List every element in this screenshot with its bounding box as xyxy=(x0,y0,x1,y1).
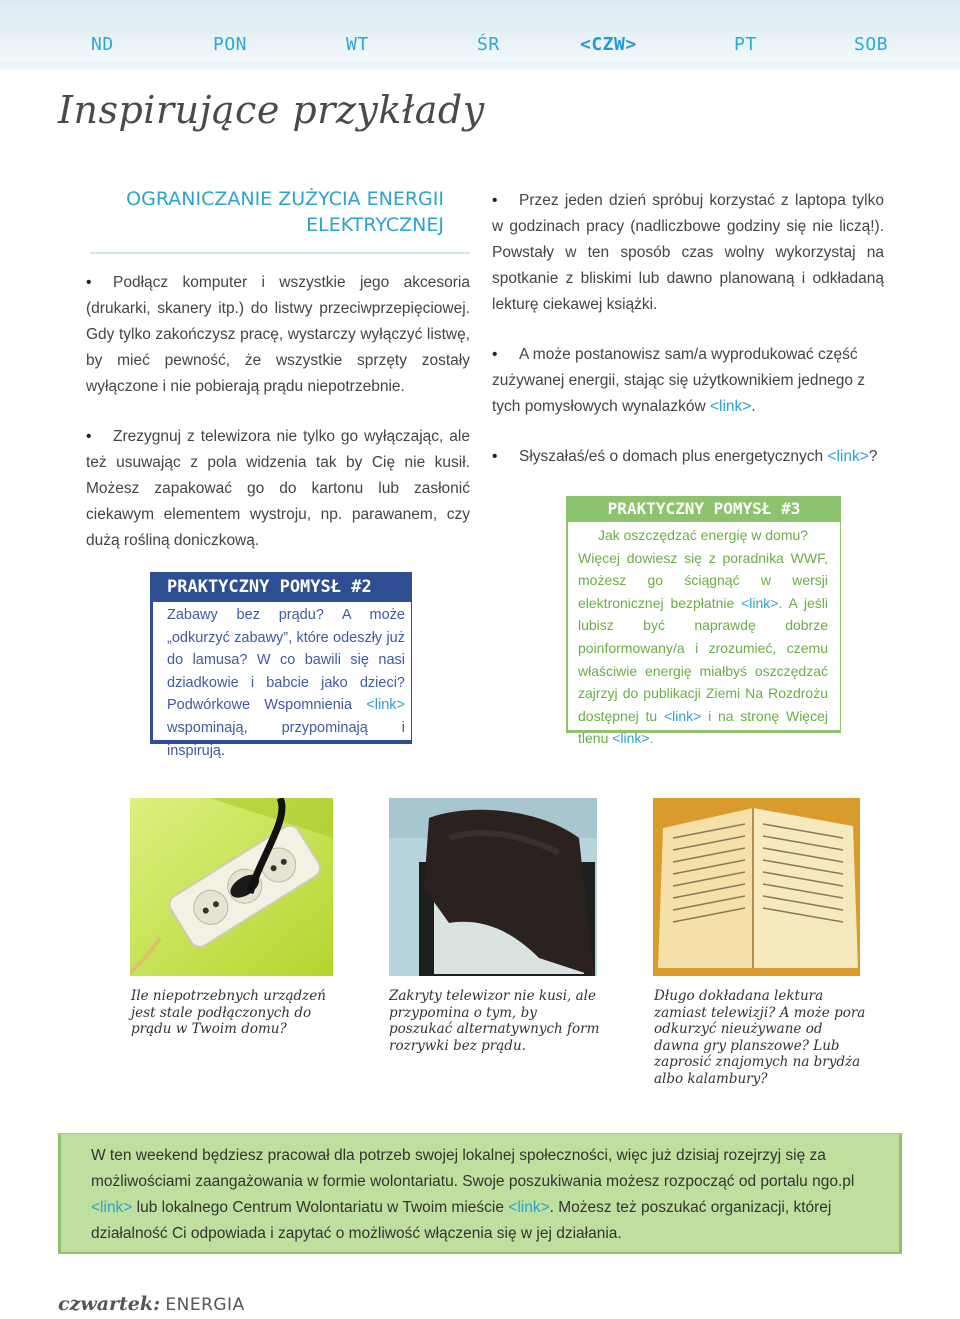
tip-laptop-text: Przez jeden dzień spróbuj korzystać z laptopa tylko w godzinach pracy (nadliczbowe godziny się nie liczą!). Powstały w ten sposób czas wolny wykorzystaj na spotkanie z bliskimi lub dawno planowaną i odkładaną lekturę ciekawej książki. xyxy=(492,192,884,313)
page-title: Inspirujące przykłady xyxy=(58,88,485,132)
idea-box-2-text-after: wspominają, przypominają i inspirują. xyxy=(167,719,405,759)
bullet-icon: • xyxy=(86,274,92,291)
page-footer xyxy=(58,1293,245,1316)
idea-box-3-text xyxy=(568,522,840,750)
tip-plus-energy-houses xyxy=(492,444,884,470)
publication-link[interactable]: <link> xyxy=(663,707,702,724)
bullet-icon: • xyxy=(492,448,498,465)
photo-caption-open-book: Długo dokładana lektura zamiast telewizji? A może pora odkurzyć nieużywane od dawna gry planszowe? Lub zaprosić znajomych na brydża albo kalambury? xyxy=(654,988,866,1087)
idea-box-2-title: PRAKTYCZNY POMYSŁ #2 xyxy=(153,572,411,602)
footer-day: czwartek: xyxy=(58,1293,161,1315)
tip-produce-energy-text: A może postanowisz sam/a wyprodukować część zużywanej energii, stając się użytkownikiem jednego z tych pomysłowych wynalazków xyxy=(492,346,866,415)
idea-box-3-text4: . xyxy=(649,730,654,747)
volunteer-text1: W ten weekend będziesz pracował dla potrzeb swojej lokalnej społeczności, więc już dzisiaj rozejrzyj się za możliwościami zaangażowania w formie wolontariatu. Swoje poszukiwania możesz rozpocząć od portalu ngo.pl xyxy=(91,1147,855,1190)
tip-power-strip xyxy=(86,270,470,400)
wwf-guide-link[interactable]: <link> xyxy=(741,594,779,611)
nav-day-pon[interactable]: PON xyxy=(213,34,248,55)
punctuation: ? xyxy=(868,448,878,465)
idea-box-3-subtitle: Jak oszczędzać energię w domu? xyxy=(597,527,809,543)
volunteer-panel-text xyxy=(61,1134,899,1247)
nav-day-sr[interactable]: ŚR xyxy=(477,34,500,55)
idea-box-2-text xyxy=(153,602,411,762)
punctuation: . xyxy=(751,398,756,415)
tip-produce-energy xyxy=(492,342,884,420)
power-strip-illustration xyxy=(130,798,333,976)
left-column xyxy=(86,186,470,554)
idea-box-3 xyxy=(566,496,841,747)
nav-day-sob[interactable]: SOB xyxy=(854,34,889,55)
idea-box-3-title: PRAKTYCZNY POMYSŁ #3 xyxy=(568,496,840,522)
idea-box-3-text2: . A jeśli lubisz być naprawdę dobrze poinformowany/a i zrozumieć, czemu właściwie energię miałbyś oszczędzać zajrzyj do publikacji Ziemi Na Rozdrożu dostępnej tu xyxy=(578,594,828,724)
heading-divider xyxy=(90,252,470,254)
wiecej-tlenu-link[interactable]: <link> xyxy=(612,730,650,747)
photo-covered-tv xyxy=(389,798,597,976)
bullet-icon: • xyxy=(86,428,92,445)
right-column xyxy=(492,188,884,470)
tip-laptop xyxy=(492,188,884,318)
memories-link[interactable]: <link> xyxy=(366,697,405,714)
day-navigation xyxy=(0,34,960,58)
covered-tv-illustration xyxy=(389,798,597,976)
plus-energy-houses-link[interactable]: <link> xyxy=(827,448,869,465)
photo-power-strip xyxy=(130,798,333,976)
idea-box-2 xyxy=(150,572,412,759)
photo-open-book xyxy=(653,798,860,976)
bullet-icon: • xyxy=(492,192,498,209)
volunteer-text2: lub lokalnego Centrum Wolontariatu w Twoim mieście xyxy=(132,1199,509,1216)
bullet-icon: • xyxy=(492,346,498,363)
idea-box-2-text-before: Zabawy bez prądu? A może „odkurzyć zabawy”, które odeszły już do lamusa? W co bawili się nasi dziadkowie i babcie jako dzieci? Podwórkowe Wspomnienia xyxy=(167,607,405,714)
inventions-link[interactable]: <link> xyxy=(709,398,752,415)
volunteer-panel xyxy=(58,1133,902,1254)
section-heading xyxy=(86,186,470,238)
nav-day-wt[interactable]: WT xyxy=(346,34,369,55)
idea-box-3-text3: i na stronę Więcej tlenu xyxy=(578,707,828,747)
idea-box-3-text1: Więcej dowiesz się z poradnika WWF, możesz go ściągnąć w wersji elektronicznej bezpłatnie xyxy=(578,549,828,611)
tip-plus-energy-houses-text: Słyszałaś/eś o domach plus energetycznych xyxy=(519,448,828,465)
open-book-illustration xyxy=(653,798,860,976)
section-heading-line2: ELEKTRYCZNEJ xyxy=(306,214,444,236)
nav-day-nd[interactable]: ND xyxy=(91,34,114,55)
nav-day-czw-active[interactable]: <CZW> xyxy=(580,34,637,55)
photo-caption-covered-tv: Zakryty telewizor nie kusi, ale przypomina o tym, by poszukać alternatywnych form rozrywki bez prądu. xyxy=(389,988,600,1054)
footer-topic: ENERGIA xyxy=(165,1295,245,1315)
ngo-link[interactable]: <link> xyxy=(91,1199,133,1216)
photo-caption-power-strip: Ile niepotrzebnych urządzeń jest stale podłączonych do prądu w Twoim domu? xyxy=(131,988,326,1037)
tip-power-strip-text: Podłącz komputer i wszystkie jego akcesoria (drukarki, skanery itp.) do listwy przeciwprzepięciowej. Gdy tylko zakończysz pracę, wystarczy wyłączyć listwę, by mieć pewność, że wszystkie sprzęty zostały wyłączone i nie pobierają prądu niepotrzebnie. xyxy=(86,274,470,395)
nav-day-pt[interactable]: PT xyxy=(734,34,757,55)
tip-tv xyxy=(86,424,470,554)
section-heading-line1: OGRANICZANIE ZUŻYCIA ENERGII xyxy=(126,188,444,210)
volunteer-text3: . Możesz też poszukać organizacji, której działalność Ci odpowiada i zapytać o możliwość włączenia się w jej działania. xyxy=(91,1199,832,1242)
tip-tv-text: Zrezygnuj z telewizora nie tylko go wyłączając, ale też usuwając z pola widzenia tak by Cię nie kusił. Możesz zapakować go do kartonu lub zasłonić ciekawym elementem wystroju, np. parawanem, czy dużą rośliną doniczkową. xyxy=(86,428,470,549)
volunteer-center-link[interactable]: <link> xyxy=(508,1199,550,1216)
